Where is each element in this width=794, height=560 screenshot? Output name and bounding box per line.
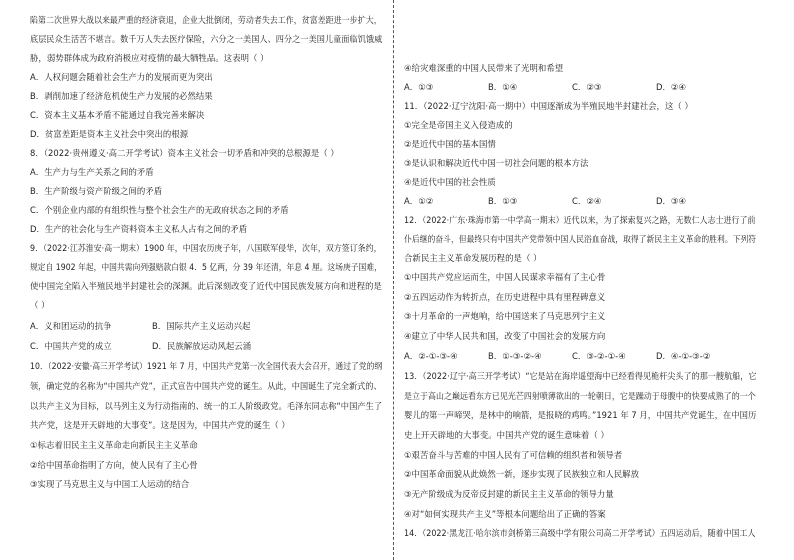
q12-item-1: ①中国共产党应运而生，中国人民谋求幸福有了主心骨 — [404, 272, 606, 282]
q12-item-2: ②五四运动作为转折点，在历史进程中具有里程碑意义 — [404, 292, 606, 302]
q11-item-2: ②是近代中国的基本国情 — [404, 139, 496, 149]
q10-option-c: C．②③ — [572, 82, 602, 92]
q13-stem-line-4: 史上开天辟地的大事变。中国共产党的诞生意味着（ ） — [404, 430, 609, 440]
q14-stem: 14．（2022·黑龙江·哈尔滨市剑桥第三高级中学有限公司高二开学考试）五四运动后，随着中国工人 — [404, 528, 756, 538]
q7-option-b: B．剥削加速了经济危机使生产力发展的必然结果 — [30, 91, 213, 101]
q10-option-d: D．②④ — [656, 82, 687, 92]
q9-option-d: D．民族解放运动风起云涌 — [152, 341, 252, 351]
q9-stem-line-4: （ ） — [30, 300, 50, 310]
q12-option-d: D．④-①-③-② — [656, 351, 711, 361]
q12-option-b: B．①-③-②-④ — [488, 351, 542, 361]
q7-stem-line-2: 底层民众生活苦不堪言。数千万人失去医疗保险，六分之一美国人、四分之一美国儿童面临饥饿威 — [30, 34, 383, 44]
q7-option-d: D．贫富差距是资本主义社会中突出的根源 — [30, 129, 189, 139]
q9-stem-line-1: 9．（2022·江苏淮安·高一期末）1900 年，中国农历庚子年，八国联军侵华，次年，双方签订条约， — [30, 243, 382, 253]
q10-stem-line-2: 领，确定党的名称为“中国共产党”，正式宣告中国共产党的诞生。从此，中国诞生了完全新式的、 — [30, 381, 382, 391]
q9-stem-line-3: 使中国完全陷入半殖民地半封建社会的深渊。此后深刻改变了近代中国民族发展方向和进程的是 — [30, 281, 382, 291]
q11-item-1: ①完全是帝国主义入侵造成的 — [404, 120, 513, 130]
q8-option-c: C．个别企业内部的有组织性与整个社会生产的无政府状态之间的矛盾 — [30, 205, 289, 215]
q10-item-3: ③实现了马克思主义与中国工人运动的结合 — [30, 479, 190, 489]
column-divider — [393, 0, 394, 560]
q13-item-2: ②中国革命面貌从此焕然一新，逐步实现了民族独立和人民解放 — [404, 469, 640, 479]
q13-item-4: ④对“如何实现共产主义”等根本问题给出了正确的答案 — [404, 509, 606, 519]
q9-option-a: A．义和团运动的抗争 — [30, 321, 112, 331]
q13-stem-line-2: 是立于高山之巅远看东方已见光芒四射喷薄欲出的一轮朝日，它是躁动于母腹中的快要成熟了的一个 — [404, 391, 756, 401]
q11-item-4: ④是近代中国的社会性质 — [404, 177, 496, 187]
q13-stem-line-1: 13．（2022·辽宁·高三开学考试）“它是站在海岸遥望海中已经看得见桅杆尖头了的那一艘航船，它 — [404, 371, 757, 381]
q10-item-2: ②给中国革命指明了方向，使人民有了主心骨 — [30, 460, 198, 470]
q10-stem-line-3: 以共产主义为目标，以马列主义为行动指南的、统一的工人阶级政党。毛泽东同志称“中国产生了 — [30, 401, 383, 411]
q10-item-4: ④给灾难深重的中国人民带来了光明和希望 — [404, 63, 564, 73]
q11-option-a: A．①② — [404, 196, 434, 206]
q9-option-b: B．国际共产主义运动兴起 — [152, 321, 251, 331]
q11-option-c: C．②④ — [572, 196, 602, 206]
q11-item-3: ③是认识和解决近代中国一切社会问题的根本方法 — [404, 158, 589, 168]
q13-stem-line-3: 婴儿的第一声啼哭，是林中的响箭，是报晓的鸡鸣。”1921 年 7 月，中国共产党诞生，在中国历 — [404, 410, 757, 420]
q12-stem-line-3: 合新民主主义革命发展历程的是（ ） — [404, 253, 542, 263]
q13-item-3: ③无产阶级成为反帝反封建的新民主主义革命的领导力量 — [404, 489, 614, 499]
q8-option-b: B．生产阶级与资产阶级之间的矛盾 — [30, 186, 163, 196]
q12-stem-line-2: 仆后继的奋斗，但最终只有中国共产党带领中国人民浴血奋战，取得了新民主主义革命的胜利。下列符 — [404, 234, 757, 244]
q12-item-3: ③十月革命的一声炮响，给中国送来了马克思列宁主义 — [404, 311, 606, 321]
q10-item-1: ①标志着旧民主主义革命走向新民主主义革命 — [30, 440, 198, 450]
q11-stem: 11．（2022·辽宁沈阳·高一期中）中国逐渐成为半殖民地半封建社会，这（ ） — [404, 101, 693, 111]
q11-option-b: B．①③ — [488, 196, 518, 206]
q9-option-c: C．中国共产党的成立 — [30, 341, 112, 351]
q10-stem-line-1: 10．（2022·安徽·高三开学考试）1921 年 7 月，中国共产党第一次全国代表大会召开，通过了党的纲 — [30, 361, 383, 371]
q8-stem: 8．（2022·贵州遵义·高二开学考试）资本主义社会一切矛盾和冲突的总根源是（ ） — [30, 148, 339, 158]
q10-stem-line-4: 共产党，这是开天辟地的大事变”。这是因为，中国共产党的诞生（ ） — [30, 420, 290, 430]
q8-option-d: D．生产的社会化与生产资料资本主义私人占有之间的矛盾 — [30, 224, 248, 234]
q12-item-4: ④建立了中华人民共和国，改变了中国社会的发展方向 — [404, 331, 606, 341]
q10-option-b: B．①④ — [488, 82, 518, 92]
q13-item-1: ①艰苦奋斗与苦难的中国人民有了可信赖的组织者和领导者 — [404, 450, 623, 460]
q12-option-a: A．②-①-③-④ — [404, 351, 458, 361]
q11-option-d: D．③④ — [656, 196, 687, 206]
q10-option-a: A．①③ — [404, 82, 434, 92]
q12-option-c: C．③-②-①-④ — [572, 351, 626, 361]
q7-option-a: A．人权问题会随着社会生产力的发展而更为突出 — [30, 72, 213, 82]
q9-stem-line-2: 规定自 1902 年起，中国共需向列强赔款白银 4．5 亿两，分 39 年还清，年息 4 厘。这场庚子国难， — [30, 262, 382, 272]
q7-option-c: C．资本主义基本矛盾不能通过自我完善来解决 — [30, 110, 205, 120]
q7-stem-line-1: 陷第二次世界大战以来最严重的经济衰退，企业大批倒闭，劳动者失去工作，贫富差距进一步扩大， — [30, 15, 382, 25]
q8-option-a: A．生产力与生产关系之间的矛盾 — [30, 167, 154, 177]
q7-stem-line-3: 胁，弱势群体成为政府消极应对疫情的最大牺牲品。这表明（ ） — [30, 53, 269, 63]
q12-stem-line-1: 12．（2022·广东·珠海市第一中学高一期末）近代以来，为了探索复兴之路，无数仁人志士进行了前 — [404, 215, 756, 225]
